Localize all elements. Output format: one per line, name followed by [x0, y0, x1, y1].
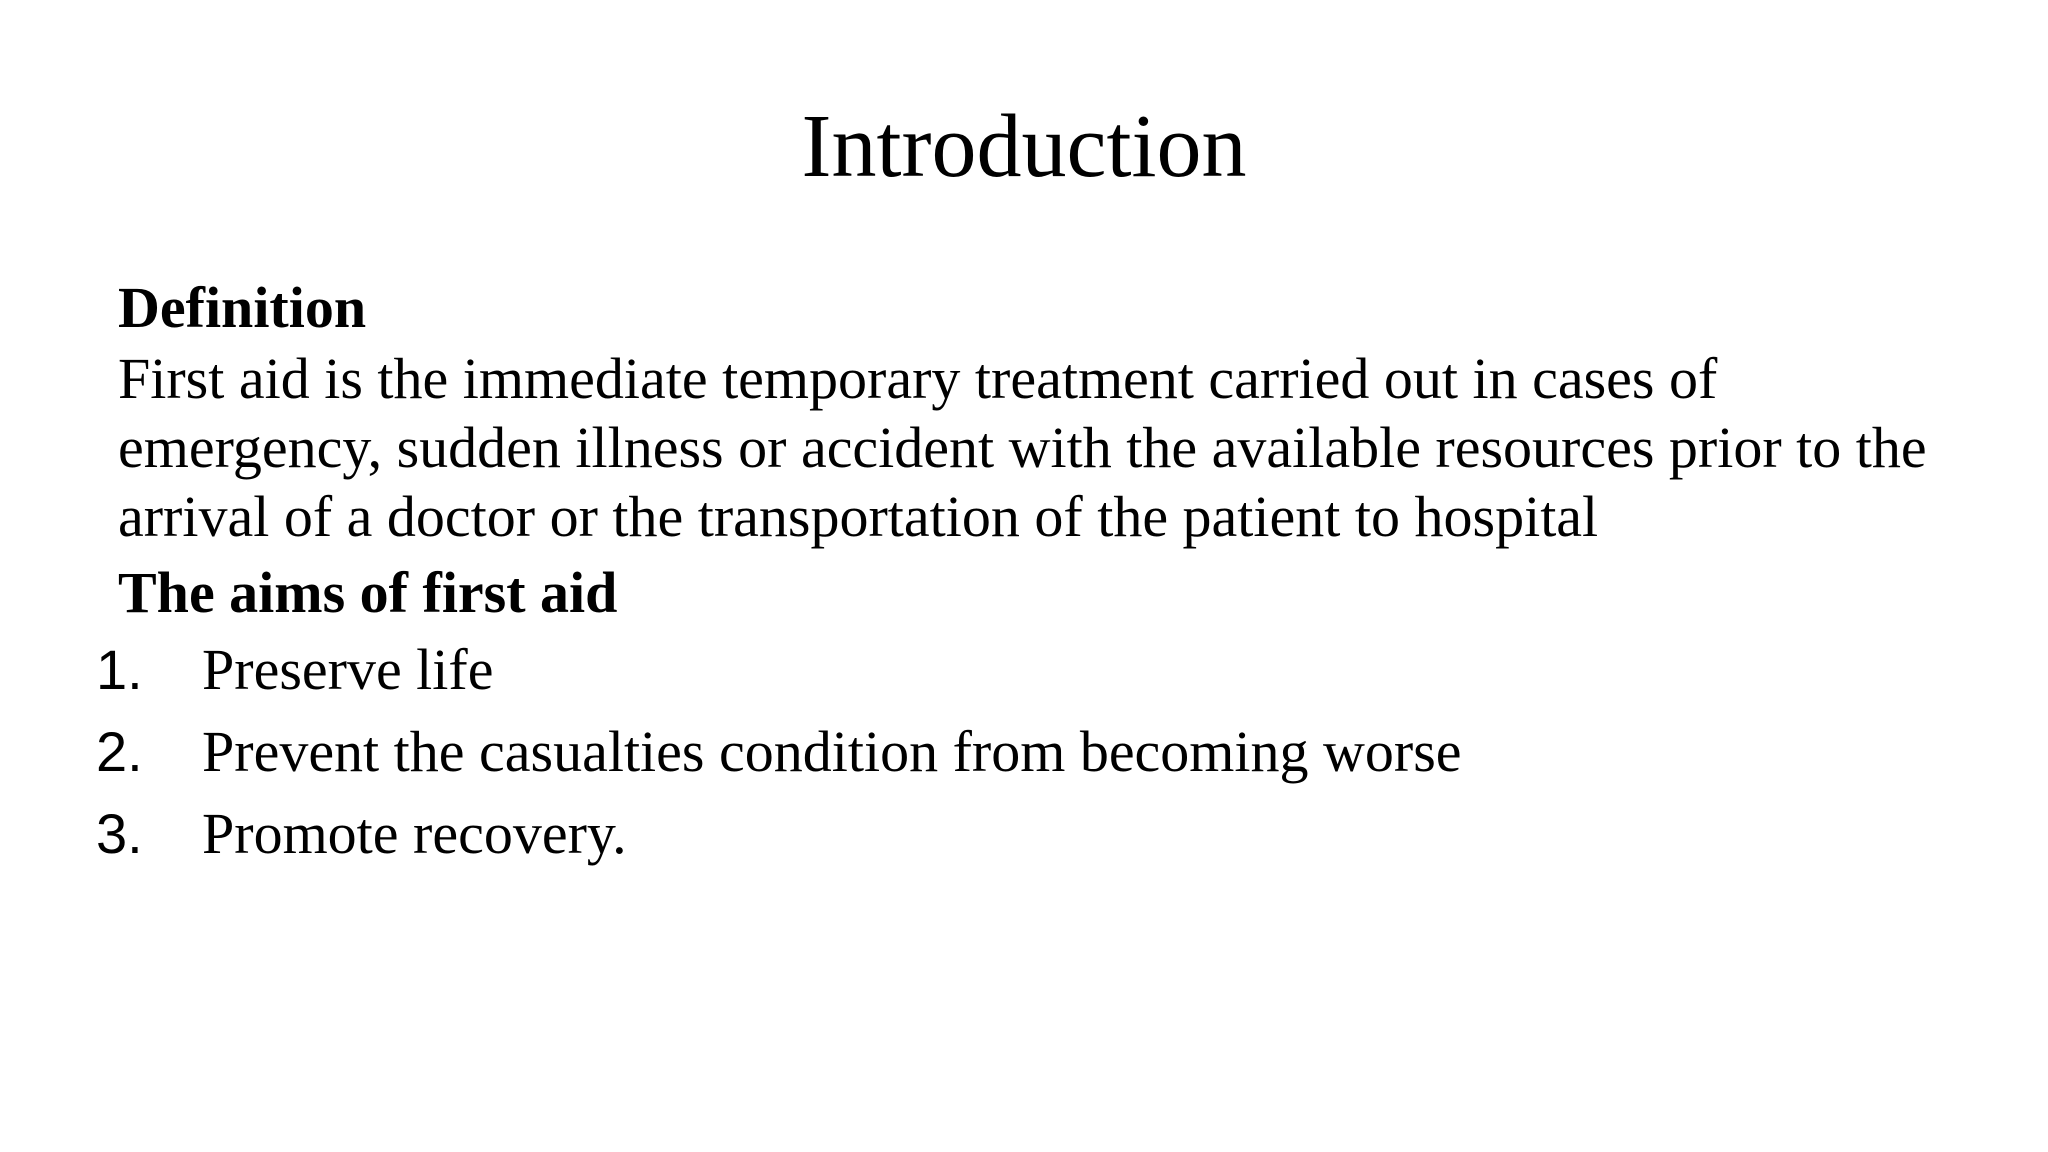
slide-title: Introduction [801, 97, 1247, 196]
aims-list-item [96, 793, 1956, 875]
aims-list-item [96, 711, 1956, 793]
aims-heading: The aims of first aid [118, 560, 618, 625]
aims-item-number: 1. [96, 638, 143, 701]
aims-item-text: Promote recovery. [202, 801, 627, 866]
aims-item-text: Preserve life [202, 637, 494, 702]
definition-heading: Definition [118, 275, 367, 340]
aims-list [96, 629, 1956, 875]
aims-list-item [96, 629, 1956, 711]
aims-item-number: 3. [96, 802, 143, 865]
definition-text: First aid is the immediate temporary treatment carried out in cases of emergency, sudden illness or accident with the available resources prior to the arrival of a doctor or the transportation of the patient to hospital [118, 346, 1927, 549]
slide-content [96, 272, 1978, 875]
aims-item-text: Prevent the casualties condition from becoming worse [202, 719, 1462, 784]
aims-item-number: 2. [96, 720, 143, 783]
